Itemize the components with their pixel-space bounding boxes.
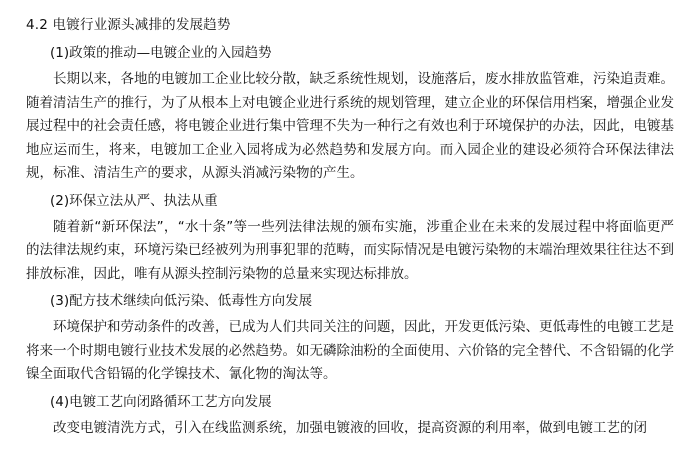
content-block-3 <box>26 290 674 387</box>
paragraph-1: 长期以来，各地的电镀加工企业比较分散，缺乏系统性规划，设施落后，废水排放监管难，污染追责难。随着清洁生产的推行，为了从根本上对电镀企业进行系统的规划管理，建立企业的环保信用档案，增强企业发展过程中的社会责任感，将电镀企业进行集中管理不失为一种行之有效也利于环境保护的办法，因此，电镀基地应运而生，将来，电镀加工企业入园将成为必然趋势和发展方向。而入园企业的建设必须符合环保法律法规，标准、清洁生产的要求，从源头消减污染物的产生。 <box>26 71 674 181</box>
paragraph-2: 随着新“新环保法”，“水十条”等一些列法律法规的颁布实施，涉重企业在未来的发展过程中将面临更严的法律法规约束，环境污染已经被列为刑事犯罪的范畴，而实际情况是电镀污染物的末端治理效果往往达不到排放标准，因此，唯有从源头控制污染物的总量来实现达标排放。 <box>26 218 674 282</box>
sub-heading-3: (3)配方技术继续向低污染、低毒性方向发展 <box>50 293 313 309</box>
sub-heading-2: (2)环保立法从严、执法从重 <box>50 192 218 209</box>
sub-heading-1: (1)政策的推动—电镀企业的入园趋势 <box>50 45 272 61</box>
content-block-2 <box>26 190 674 287</box>
page-title: 4.2 电镀行业源头减排的发展趋势 <box>26 17 231 33</box>
paragraph-4: 改变电镀清洗方式，引入在线监测系统，加强电镀液的回收，提高资源的利用率，做到电镀工艺的闭 <box>53 419 647 436</box>
content-block-4 <box>26 391 674 441</box>
sub-heading-4: (4)电镀工艺向闭路循环工艺方向发展 <box>50 393 272 410</box>
paragraph-3: 环境保护和劳动条件的改善，已成为人们共同关注的问题，因此，开发更低污染、更低毒性的电镀工艺是将来一个时期电镀行业技术发展的必然趋势。如无磷除油粉的全面使用、六价铬的完全替代、不含铅镉的化学镍全面取代含铅镉的化学镍技术、氰化物的淘汰等。 <box>26 319 674 382</box>
content-block-1 <box>26 42 674 186</box>
